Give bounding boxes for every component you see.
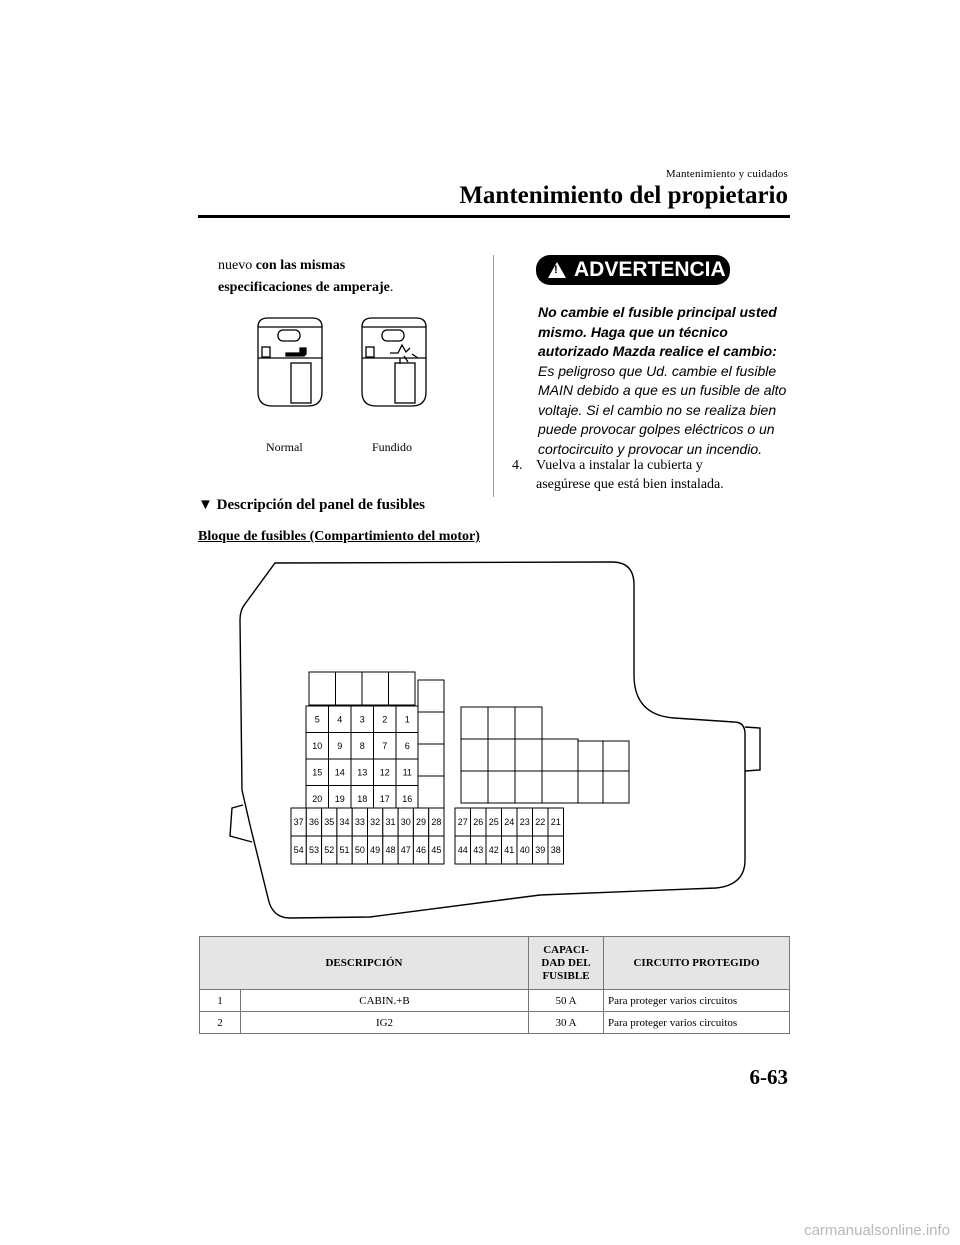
fuse-number-label: 2: [382, 714, 388, 725]
fuse-number-label: 45: [431, 845, 442, 855]
fuse-number-label: 14: [334, 767, 345, 778]
row-circuit: Para proteger varios circuitos: [604, 1012, 790, 1034]
page-title: Mantenimiento del propietario: [459, 182, 788, 209]
warning-line: MAIN debido a que es un fusible de alto: [538, 382, 787, 398]
fuse-number-label: 31: [385, 817, 396, 827]
fuse-number-label: 39: [535, 845, 546, 855]
fuse-number-label: 48: [385, 845, 396, 855]
step-line: asegúrese que está bien instalada.: [536, 477, 724, 492]
fuse-table: [199, 936, 790, 1034]
fuse-number-label: 15: [312, 767, 323, 778]
fuse-number-label: 47: [400, 845, 411, 855]
fuse-slot-large: [461, 707, 488, 739]
fuse-number-label: 20: [312, 794, 323, 804]
fuse-number-label: 22: [535, 817, 546, 827]
row-circuit: Para proteger varios circuitos: [604, 990, 790, 1012]
row-description: CABIN.+B: [241, 990, 529, 1012]
warning-bold-line: mismo. Haga que un técnico: [538, 323, 728, 340]
section-title: Descripción del panel de fusibles: [216, 497, 425, 513]
blown-label: Fundido: [372, 440, 413, 454]
fuse-number-label: 8: [359, 741, 365, 751]
fuse-number-label: 4: [337, 714, 343, 725]
fuse-number-label: 50: [354, 845, 365, 855]
fuse-number-label: 42: [488, 845, 499, 855]
fuse-slot-large: [603, 771, 629, 803]
fuse-number-label: 19: [334, 794, 345, 804]
row-capacity: 30 A: [529, 1012, 604, 1034]
section-marker-icon: ▼: [198, 497, 213, 513]
fuse-slot-tall: [418, 744, 444, 776]
fuse-slot-large: [461, 739, 488, 771]
fuse-number-label: 10: [312, 741, 323, 751]
header-description: DESCRIPCIÓN: [200, 937, 529, 990]
warning-line: puede provocar golpes eléctricos o un: [538, 421, 775, 437]
warning-bold-line: No cambie el fusible principal usted: [538, 304, 777, 320]
subsection-heading: Bloque de fusibles (Compartimiento del motor): [198, 529, 480, 544]
fuse-number-label: 18: [357, 794, 368, 804]
fuse-number-label: 30: [400, 817, 411, 827]
fuse-number-label: 53: [308, 845, 319, 855]
fuse-number-label: 27: [457, 817, 468, 827]
table-row: [200, 1012, 790, 1034]
fuse-slot-top: [389, 672, 416, 705]
fuse-number-label: 11: [402, 767, 412, 778]
fuse-number-label: 25: [488, 817, 499, 827]
warning-line: cortocircuito y provocar un incendio.: [538, 440, 763, 457]
fuse-number-label: 40: [519, 845, 530, 855]
fuse-slot-top: [362, 672, 389, 705]
fuse-slot-large: [515, 771, 542, 803]
fuse-slot-large: [542, 771, 578, 803]
fuse-number-label: 37: [293, 817, 304, 827]
fuse-number-label: 36: [308, 817, 319, 827]
intro-suffix: .: [389, 280, 394, 295]
header-circuit: CIRCUITO PROTEGIDO: [604, 937, 790, 990]
fuse-slot-large: [515, 707, 542, 739]
step-number: 4.: [512, 458, 523, 473]
intro-prefix: nuevo: [218, 258, 256, 273]
fuse-number-label: 41: [504, 845, 515, 855]
intro-bold-1: con las mismas: [255, 258, 346, 273]
warning-bold-line: autorizado Mazda realice el cambio:: [538, 343, 777, 359]
row-number: 1: [200, 990, 241, 1012]
header-capacity: CAPACI- DAD DEL FUSIBLE: [529, 937, 604, 990]
fuse-slot-tall: [418, 712, 444, 744]
fuse-number-label: 5: [314, 714, 320, 725]
warning-line: voltaje. Si el cambio no se realiza bien: [538, 401, 777, 418]
fuse-number-label: 46: [416, 845, 427, 855]
fuse-slot-large: [578, 771, 603, 803]
fuse-number-label: 21: [550, 817, 561, 827]
fuse-number-label: 35: [324, 817, 335, 827]
normal-label: Normal: [266, 440, 303, 454]
table-row: [200, 990, 790, 1012]
fuse-slot-large: [603, 741, 629, 771]
fuse-number-label: 38: [550, 845, 561, 855]
fuse-number-label: 28: [431, 817, 442, 827]
warning-line: Es peligroso que Ud. cambie el fusible: [538, 362, 777, 379]
chapter-label: Mantenimiento y cuidados: [665, 168, 788, 180]
fuse-number-label: 23: [519, 817, 530, 827]
fuse-slot-tall: [418, 680, 444, 712]
warning-badge-label: ADVERTENCIA: [574, 258, 726, 281]
watermark: carmanualsonline.info: [804, 1222, 950, 1239]
fuse-number-label: 9: [337, 741, 343, 751]
fuse-slot-large: [488, 707, 515, 739]
fuse-slot-top: [336, 672, 363, 705]
fuse-number-label: 12: [379, 767, 390, 778]
fuse-slot-large: [488, 771, 515, 803]
fuse-number-label: 13: [357, 767, 368, 778]
fuse-number-label: 44: [457, 845, 468, 855]
fuse-slot-large: [578, 741, 603, 771]
fuse-number-label: 1: [404, 714, 410, 725]
warning-icon: !: [548, 262, 566, 278]
page-number: 6-63: [749, 1065, 788, 1089]
fuse-slot-large: [515, 739, 542, 771]
fuse-number-label: 16: [402, 794, 413, 804]
fuse-number-label: 24: [504, 817, 515, 827]
fuse-number-label: 32: [370, 817, 381, 827]
fuse-number-label: 54: [293, 845, 304, 855]
fuse-slot-large: [488, 739, 515, 771]
fuse-number-label: 52: [324, 845, 335, 855]
fuse-number-label: 17: [379, 794, 390, 804]
row-description: IG2: [241, 1012, 529, 1034]
fuse-slot-tall: [418, 776, 444, 808]
fuse-number-label: 7: [382, 741, 388, 751]
fuse-number-label: 33: [354, 817, 365, 827]
fuse-slot-large: [542, 739, 578, 771]
fuse-number-label: 6: [404, 741, 410, 751]
row-number: 2: [200, 1012, 241, 1034]
fuse-number-label: 26: [473, 817, 484, 827]
step-line: Vuelva a instalar la cubierta y: [536, 458, 703, 473]
fuse-number-label: 43: [473, 845, 484, 855]
fuse-number-label: 29: [416, 817, 427, 827]
row-capacity: 50 A: [529, 990, 604, 1012]
fuse-slot-top: [309, 672, 336, 705]
intro-bold-2: especificaciones de amperaje: [218, 280, 390, 295]
fuse-number-label: 3: [359, 714, 365, 725]
fuse-number-label: 34: [339, 817, 350, 827]
fuse-slot-large: [461, 771, 488, 803]
fuse-number-label: 49: [370, 845, 381, 855]
fuse-number-label: 51: [339, 845, 350, 855]
